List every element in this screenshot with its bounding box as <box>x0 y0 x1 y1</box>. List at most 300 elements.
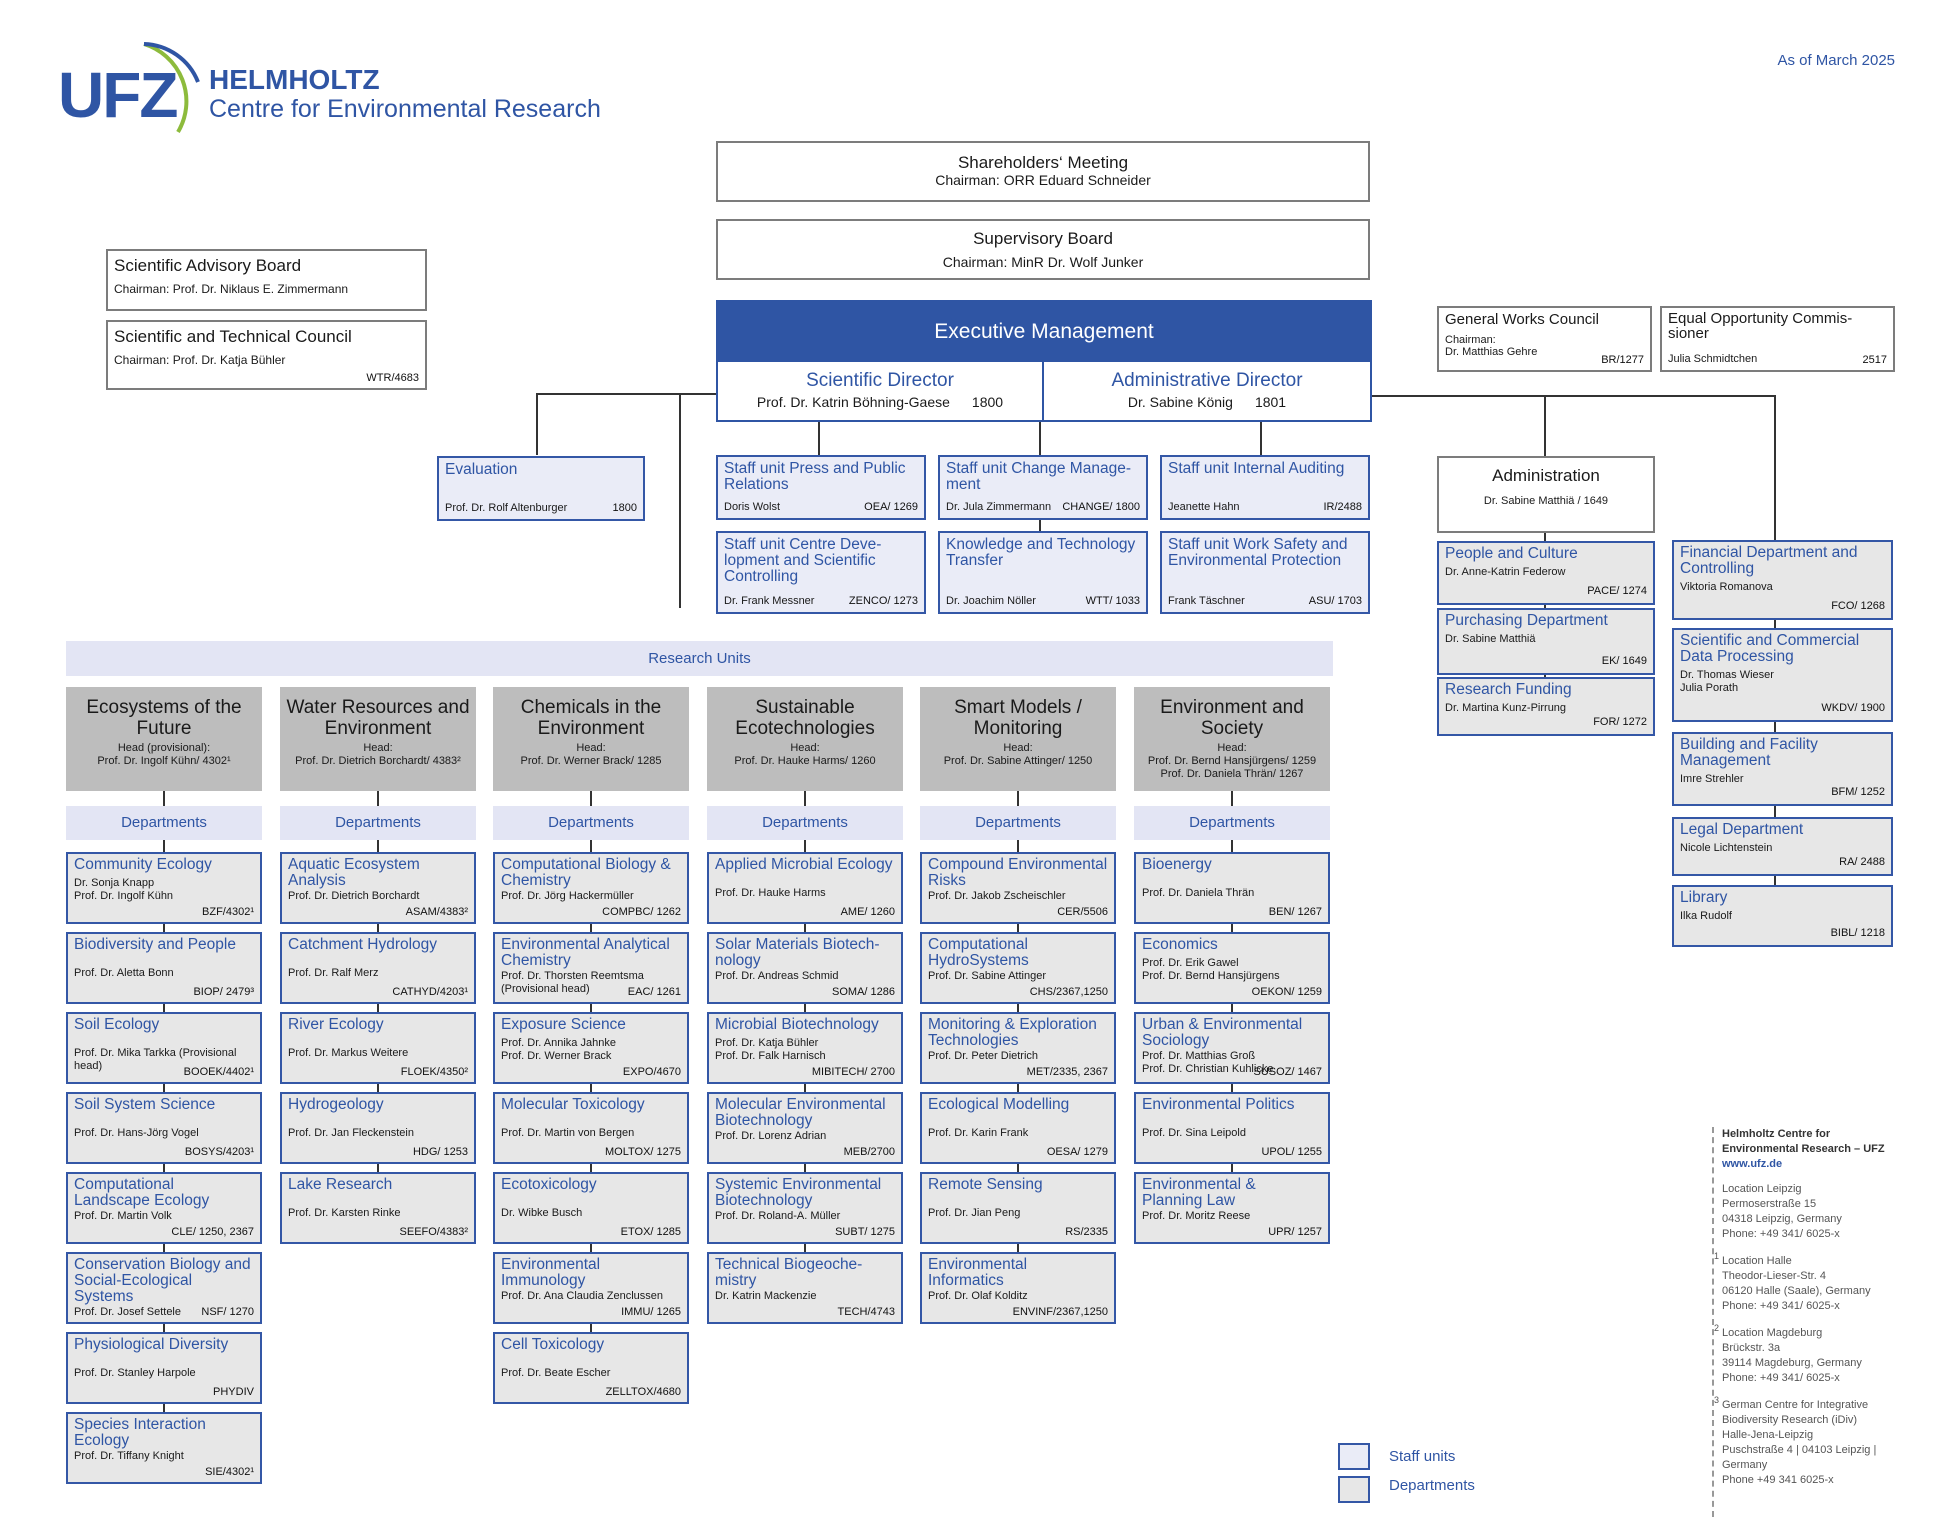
department-box <box>707 1012 903 1084</box>
admin-department-code: BIBL/ 1218 <box>1830 927 1885 939</box>
department-names <box>501 1207 681 1220</box>
staff-unit-box <box>1160 455 1370 520</box>
department-box <box>280 932 476 1004</box>
department-title: Aquatic Ecosystem <box>288 856 420 873</box>
department-names <box>715 1210 895 1223</box>
department-title: Monitoring & Exploration <box>928 1016 1097 1033</box>
department-title: Conservation Biology and <box>74 1256 251 1273</box>
department-names <box>501 1037 681 1063</box>
unit-title: Society <box>1200 718 1264 739</box>
department-names <box>1142 1210 1322 1223</box>
unit-head-name: Prof. Dr. Ingolf Kühn/ 4302¹ <box>97 755 231 767</box>
admin-department-name: Julia Porath <box>1680 682 1739 694</box>
department-names <box>501 1367 681 1380</box>
department-names <box>928 1290 1108 1303</box>
staff-unit-title: Environmental Protection <box>1168 552 1342 569</box>
admin-department-code: WKDV/ 1900 <box>1821 702 1885 714</box>
unit-head-name: Prof. Dr. Werner Brack/ 1285 <box>520 755 662 767</box>
ufz-logo <box>58 32 208 140</box>
staff-unit-name: Jeanette Hahn <box>1168 501 1240 513</box>
department-title: Computational Biology & <box>501 856 671 873</box>
legend-departments-swatch <box>1338 1476 1370 1503</box>
department-box <box>707 852 903 924</box>
department-code: CHS/2367,1250 <box>1029 986 1108 998</box>
staff-unit-name: Frank Täschner <box>1168 595 1245 607</box>
department-code: IMMU/ 1265 <box>621 1306 681 1318</box>
department-names <box>74 1450 254 1463</box>
department-names <box>501 1127 681 1140</box>
address-block <box>1714 1127 1922 1488</box>
department-code: SUBT/ 1275 <box>835 1226 895 1238</box>
department-title: Molecular Toxicology <box>501 1096 645 1113</box>
department-code: BEN/ 1267 <box>1268 906 1322 918</box>
department-names <box>715 1037 895 1063</box>
staff-unit-box <box>716 455 926 520</box>
department-names <box>928 1207 1108 1220</box>
department-box <box>493 932 689 1004</box>
admin-department-box <box>1672 540 1893 620</box>
administration-name: Dr. Sabine Matthiä / 1649 <box>1483 495 1609 507</box>
admin-department-code: RA/ 2488 <box>1839 856 1885 868</box>
department-box <box>707 1252 903 1324</box>
department-code: ENVINF/2367,1250 <box>1012 1306 1108 1318</box>
department-code: EAC/ 1261 <box>627 986 681 998</box>
department-title: Solar Materials Biotech- <box>715 936 880 953</box>
legend-departments-label: Departments <box>1389 1477 1475 1494</box>
staff-unit-title: Knowledge and Technology <box>946 536 1136 553</box>
evaluation-title: Evaluation <box>445 461 518 478</box>
works-council-name: Dr. Matthias Gehre <box>1445 346 1538 358</box>
admin-department-name: Viktoria Romanova <box>1680 581 1773 593</box>
department-code: TECH/4743 <box>837 1306 895 1318</box>
department-names <box>1142 1127 1322 1140</box>
admin-department-code: FCO/ 1268 <box>1831 600 1885 612</box>
staff-unit-title: Staff unit Centre Deve- <box>724 536 882 553</box>
department-title: Compound Environmental <box>928 856 1108 873</box>
department-title: Cell Toxicology <box>501 1336 605 1353</box>
staff-unit-name: Doris Wolst <box>724 501 781 513</box>
department-head-name: Dr. Wibke Busch <box>501 1207 583 1219</box>
department-head-name: Prof. Dr. Bernd Hansjürgens <box>1142 970 1280 982</box>
address-line: Phone +49 341 6025-x <box>1722 1474 1834 1486</box>
staff-unit-code: ASU/ 1703 <box>1308 595 1362 607</box>
department-head-name: Prof. Dr. Sabine Attinger <box>928 970 1047 982</box>
unit-head-label: Head: <box>1003 742 1033 754</box>
admin-department-box <box>1672 628 1893 722</box>
department-box <box>66 1412 262 1484</box>
department-code: EXPO/4670 <box>622 1066 681 1078</box>
department-title: Risks <box>928 872 966 889</box>
department-title: Environmental <box>928 1256 1028 1273</box>
department-box <box>707 932 903 1004</box>
department-names <box>715 887 895 900</box>
department-title: Exposure Science <box>501 1016 626 1033</box>
department-head-name: Prof. Dr. Annika Jahnke <box>501 1037 616 1049</box>
equal-opportunity-box <box>1660 306 1895 372</box>
equal-opportunity-title: Equal Opportunity Commis- <box>1668 310 1853 327</box>
address-line: Permoserstraße 15 <box>1722 1198 1817 1210</box>
department-code: BOSYS/4203¹ <box>184 1146 254 1158</box>
research-units-banner: Research Units <box>66 641 1333 676</box>
address-line: German Centre for Integrative <box>1722 1399 1869 1411</box>
address-line: 06120 Halle (Saale), Germany <box>1722 1285 1871 1297</box>
department-title: Chemistry <box>501 872 571 889</box>
department-head-name: Dr. Katrin Mackenzie <box>715 1290 817 1302</box>
department-head-name: Prof. Dr. Stanley Harpole <box>74 1367 196 1379</box>
unit-title: Water Resources and <box>286 697 470 718</box>
department-title: Analysis <box>288 872 346 889</box>
department-box <box>280 1092 476 1164</box>
department-title: Lake Research <box>288 1176 393 1193</box>
unit-head <box>920 687 1116 791</box>
staff-unit-code: IR/2488 <box>1323 501 1362 513</box>
shareholders-chair: Chairman: ORR Eduard Schneider <box>935 172 1151 188</box>
unit-title: Sustainable <box>755 697 855 718</box>
council-chair: Chairman: Prof. Dr. Katja Bühler <box>114 353 286 367</box>
department-names <box>74 1210 254 1223</box>
department-title: Biotechnology <box>715 1192 813 1209</box>
department-head-name: Prof. Dr. Tiffany Knight <box>74 1450 184 1462</box>
admin-department-box <box>1672 817 1893 876</box>
council-box <box>106 320 427 390</box>
staff-unit-title: Transfer <box>946 552 1004 569</box>
address-line: Puschstraße 4 | 04103 Leipzig | <box>1722 1444 1877 1456</box>
department-title: Ecological Modelling <box>928 1096 1070 1113</box>
supervisory-box <box>716 219 1370 280</box>
evaluation-name: Prof. Dr. Rolf Altenburger <box>445 502 568 514</box>
admin-department-title: Building and Facility <box>1680 736 1818 753</box>
department-title: Sociology <box>1142 1032 1210 1049</box>
advisory-box <box>106 249 427 311</box>
staff-unit-box <box>1160 531 1370 614</box>
department-title: Immunology <box>501 1272 586 1289</box>
department-title: River Ecology <box>288 1016 384 1033</box>
department-head-name: Prof. Dr. Werner Brack <box>501 1050 612 1062</box>
department-title: Bioenergy <box>1142 856 1212 873</box>
department-title: Computational <box>74 1176 174 1193</box>
unit-head-name: Prof. Dr. Bernd Hansjürgens/ 1259 <box>1147 755 1317 767</box>
department-head-name: Prof. Dr. Erik Gawel <box>1142 957 1239 969</box>
administrative-director <box>1044 362 1370 420</box>
department-head-name: Prof. Dr. Martin Volk <box>74 1210 172 1222</box>
admin-department-title: Research Funding <box>1445 681 1572 698</box>
department-box <box>920 1012 1116 1084</box>
unit-head-name: Prof. Dr. Daniela Thrän/ 1267 <box>1160 768 1304 780</box>
department-head-name: Prof. Dr. Jakob Zscheischler <box>928 890 1066 902</box>
address-halle-sup: 1 <box>1714 1251 1720 1261</box>
admin-department-title: Purchasing Department <box>1445 612 1608 629</box>
scientific-director <box>718 362 1044 420</box>
department-title: Ecology <box>74 1432 130 1449</box>
department-code: MIBITECH/ 2700 <box>811 1066 895 1078</box>
department-box <box>280 1012 476 1084</box>
administrative-director-name: Dr. Sabine König <box>1127 394 1233 410</box>
department-title: Physiological Diversity <box>74 1336 229 1353</box>
unit-head <box>66 687 262 791</box>
address-line: Phone: +49 341/ 6025-x <box>1722 1300 1840 1312</box>
scientific-director-code: 1800 <box>971 394 1004 410</box>
department-title: Technical Biogeoche- <box>715 1256 863 1273</box>
administrative-director-title: Administrative Director <box>1111 370 1303 391</box>
department-head-name: Prof. Dr. Lorenz Adrian <box>715 1130 827 1142</box>
department-title: Ecotoxicology <box>501 1176 597 1193</box>
admin-department-box <box>1437 541 1655 605</box>
address-web-link[interactable]: www.ufz.de <box>1722 1158 1783 1170</box>
admin-department-code: EK/ 1649 <box>1601 655 1647 667</box>
admin-department-box <box>1437 608 1655 675</box>
department-head-name: Prof. Dr. Ana Claudia Zenclussen <box>501 1290 664 1302</box>
departments-label: Departments <box>493 806 689 840</box>
department-code: ASAM/4383² <box>405 906 468 918</box>
council-title: Scientific and Technical Council <box>114 327 352 346</box>
department-head-name: Prof. Dr. Dietrich Borchardt <box>288 890 420 902</box>
department-box <box>920 932 1116 1004</box>
department-code: SOMA/ 1286 <box>832 986 895 998</box>
staff-unit-title: Controlling <box>724 568 799 585</box>
department-box <box>493 1252 689 1324</box>
department-names <box>288 890 468 903</box>
address-line: Phone: +49 341/ 6025-x <box>1722 1372 1840 1384</box>
department-box <box>280 852 476 924</box>
admin-department-name: Imre Strehler <box>1680 773 1744 785</box>
supervisory-chair: Chairman: MinR Dr. Wolf Junker <box>942 254 1144 270</box>
unit-title: Chemicals in the <box>520 697 662 718</box>
department-names <box>501 890 681 903</box>
department-title: Chemistry <box>501 952 571 969</box>
department-title: mistry <box>715 1272 757 1289</box>
department-box <box>707 1172 903 1244</box>
department-box <box>66 932 262 1004</box>
address-leipzig <box>1722 1182 1922 1242</box>
department-title: Biotechnology <box>715 1112 813 1129</box>
legend-staff-label: Staff units <box>1389 1448 1456 1465</box>
department-title: HydroSystems <box>928 952 1029 969</box>
department-head-name: Prof. Dr. Ralf Merz <box>288 967 379 979</box>
unit-head-name: Prof. Dr. Dietrich Borchardt/ 4383² <box>295 755 461 767</box>
advisory-title: Scientific Advisory Board <box>114 256 302 275</box>
department-code: RS/2335 <box>1065 1226 1108 1238</box>
admin-department-name: Dr. Thomas Wieser <box>1680 669 1774 681</box>
address-divider <box>1712 1127 1714 1517</box>
address-line: Theodor-Lieser-Str. 4 <box>1722 1270 1826 1282</box>
address-line: Germany <box>1722 1459 1768 1471</box>
staff-unit-name: Dr. Jula Zimmermann <box>946 501 1052 513</box>
department-box <box>920 1252 1116 1324</box>
department-box <box>920 1092 1116 1164</box>
unit-title: Monitoring <box>973 718 1063 739</box>
department-code: ETOX/ 1285 <box>620 1226 681 1238</box>
department-box <box>920 852 1116 924</box>
department-names <box>74 1127 254 1140</box>
address-org-1: Helmholtz Centre for <box>1722 1128 1831 1140</box>
department-code: BZF/4302¹ <box>202 906 254 918</box>
as-of-date: As of March 2025 <box>1777 52 1895 69</box>
department-box <box>707 1092 903 1164</box>
department-head-name: Prof. Dr. Moritz Reese <box>1142 1210 1251 1222</box>
department-title: Catchment Hydrology <box>288 936 438 953</box>
unit-head <box>280 687 476 791</box>
department-code: SIE/4302¹ <box>205 1466 254 1478</box>
department-head-name: Prof. Dr. Josef Settele <box>74 1306 181 1318</box>
department-head-name: Prof. Dr. Beate Escher <box>501 1367 611 1379</box>
department-box <box>66 1092 262 1164</box>
unit-head-label: Head: <box>1217 742 1247 754</box>
department-code: NSF/ 1270 <box>201 1306 254 1318</box>
department-title: Remote Sensing <box>928 1176 1043 1193</box>
staff-unit-title: Staff unit Change Manage- <box>946 460 1131 477</box>
unit-head-name: Prof. Dr. Hauke Harms/ 1260 <box>734 755 876 767</box>
administration-title: Administration <box>1492 466 1600 485</box>
department-head-name: Prof. Dr. Peter Dietrich <box>928 1050 1039 1062</box>
department-head-name: Prof. Dr. Martin von Bergen <box>501 1127 635 1139</box>
address-line: 39114 Magdeburg, Germany <box>1722 1357 1862 1369</box>
department-title: Planning Law <box>1142 1192 1236 1209</box>
staff-unit-title: Relations <box>724 476 789 493</box>
works-council-code: BR/1277 <box>1601 354 1644 366</box>
department-code: FLOEK/4350² <box>400 1066 468 1078</box>
admin-department-code: FOR/ 1272 <box>1593 716 1647 728</box>
address-line: 04318 Leipzig, Germany <box>1722 1213 1842 1225</box>
staff-unit-name: Dr. Joachim Nöller <box>946 595 1036 607</box>
address-magdeburg-sup: 2 <box>1714 1323 1720 1333</box>
staff-unit-title: Staff unit Internal Auditing <box>1168 460 1345 477</box>
department-title: Economics <box>1142 936 1218 953</box>
department-code: PHYDIV <box>213 1386 254 1398</box>
equal-opportunity-code: 2517 <box>1862 354 1887 366</box>
unit-title: Environment <box>537 718 645 739</box>
department-head-name: Prof. Dr. Markus Weitere <box>288 1047 409 1059</box>
department-head-name: Prof. Dr. Falk Harnisch <box>715 1050 826 1062</box>
department-names <box>501 1290 681 1303</box>
department-head-name: Prof. Dr. Aletta Bonn <box>74 967 174 979</box>
department-code: COMPBC/ 1262 <box>602 906 681 918</box>
department-head-name: (Provisional head) <box>501 983 590 995</box>
staff-unit-code: CHANGE/ 1800 <box>1062 501 1140 513</box>
unit-head <box>1134 687 1330 791</box>
admin-department-title: Library <box>1680 889 1728 906</box>
department-head-name: Prof. Dr. Olaf Kolditz <box>928 1290 1028 1302</box>
equal-opportunity-name: Julia Schmidtchen <box>1668 353 1758 365</box>
department-names <box>715 1130 895 1143</box>
logo-subtitle: Centre for Environmental Research <box>209 95 601 123</box>
department-head-name: Prof. Dr. Katja Bühler <box>715 1037 819 1049</box>
department-title: Soil System Science <box>74 1096 216 1113</box>
department-box <box>493 1092 689 1164</box>
works-council-title: General Works Council <box>1445 311 1599 328</box>
department-head-name: Prof. Dr. Hauke Harms <box>715 887 826 899</box>
staff-unit-title: lopment and Scientific <box>724 552 876 569</box>
department-box <box>493 852 689 924</box>
address-line: Biodiversity Research (iDiv) <box>1722 1414 1858 1426</box>
works-council-sub: Chairman: <box>1445 334 1496 346</box>
department-head-name: Dr. Sonja Knapp <box>74 877 155 889</box>
department-title: Environmental & <box>1142 1176 1256 1193</box>
department-title: Applied Microbial Ecology <box>715 856 893 873</box>
staff-unit-box <box>938 531 1148 614</box>
department-head-name: Prof. Dr. Hans-Jörg Vogel <box>74 1127 199 1139</box>
department-code: MEB/2700 <box>843 1146 895 1158</box>
department-title: Soil Ecology <box>74 1016 160 1033</box>
shareholders-title: Shareholders‘ Meeting <box>957 153 1129 172</box>
department-code: UPR/ 1257 <box>1268 1226 1322 1238</box>
department-names <box>74 967 254 980</box>
admin-department-code: PACE/ 1274 <box>1587 585 1647 597</box>
address-idiv-sup: 3 <box>1714 1395 1720 1405</box>
department-code: BOOEK/4402¹ <box>183 1066 254 1078</box>
department-code: CER/5506 <box>1057 906 1108 918</box>
department-title: nology <box>715 952 761 969</box>
department-names <box>715 1290 895 1303</box>
address-line: Location Magdeburg <box>1722 1327 1823 1339</box>
address-line: Phone: +49 341/ 6025-x <box>1722 1228 1840 1240</box>
executive-management <box>716 300 1372 422</box>
department-box <box>66 1252 262 1324</box>
department-code: CLE/ 1250, 2367 <box>171 1226 254 1238</box>
department-code: SEEFO/4383² <box>399 1226 468 1238</box>
council-code: WTR/4683 <box>366 372 419 384</box>
department-title: Environmental <box>501 1256 601 1273</box>
staff-unit-title: Staff unit Press and Public <box>724 460 906 477</box>
department-names <box>928 890 1108 903</box>
admin-department-title: People and Culture <box>1445 545 1578 562</box>
department-box <box>66 1012 262 1084</box>
unit-title: Ecosystems of the <box>86 697 242 718</box>
legend-staff-swatch <box>1338 1443 1370 1470</box>
department-box <box>493 1172 689 1244</box>
department-title: Social-Ecological Systems <box>74 1272 193 1305</box>
unit-head-label: Head (provisional): <box>117 742 211 754</box>
scientific-director-name: Prof. Dr. Katrin Böhning-Gaese <box>756 394 950 410</box>
admin-department-title: Legal Department <box>1680 821 1804 838</box>
admin-department-name: Nicole Lichtenstein <box>1680 842 1773 854</box>
department-box <box>1134 1092 1330 1164</box>
department-names <box>928 970 1108 983</box>
admin-department-name: Dr. Martina Kunz-Pirrung <box>1445 702 1567 714</box>
department-title: Microbial Biotechnology <box>715 1016 879 1033</box>
department-box <box>1134 852 1330 924</box>
department-head-name: Prof. Dr. Daniela Thrän <box>1142 887 1255 899</box>
department-head-name: Prof. Dr. Jörg Hackermüller <box>501 890 634 902</box>
department-box <box>66 1172 262 1244</box>
address-idiv <box>1714 1395 1922 1488</box>
department-names <box>288 967 468 980</box>
scientific-director-title: Scientific Director <box>806 370 954 391</box>
department-names <box>928 1127 1108 1140</box>
department-head-name: Prof. Dr. Ingolf Kühn <box>74 890 174 902</box>
administration-box <box>1437 456 1655 533</box>
address-line: Location Leipzig <box>1722 1183 1802 1195</box>
department-head-name: Prof. Dr. Karsten Rinke <box>288 1207 401 1219</box>
department-head-name: Prof. Dr. Sina Leipold <box>1142 1127 1246 1139</box>
staff-unit-box <box>938 455 1148 520</box>
unit-head-name: Prof. Dr. Sabine Attinger/ 1250 <box>943 755 1093 767</box>
department-head-name: Prof. Dr. Matthias Groß <box>1142 1050 1256 1062</box>
department-title: Systemic Environmental <box>715 1176 882 1193</box>
department-code: UPOL/ 1255 <box>1261 1146 1322 1158</box>
department-head-name: Prof. Dr. Andreas Schmid <box>715 970 839 982</box>
department-names <box>74 1367 254 1380</box>
department-box <box>920 1172 1116 1244</box>
staff-unit-code: ZENCO/ 1273 <box>848 595 918 607</box>
admin-department-code: BFM/ 1252 <box>1831 786 1885 798</box>
department-names <box>928 1050 1108 1063</box>
department-head-name: Prof. Dr. Thorsten Reemtsma <box>501 970 644 982</box>
department-head-name: Prof. Dr. Mika Tarkka (Provisional head) <box>74 1047 237 1072</box>
department-title: Community Ecology <box>74 856 212 873</box>
admin-department-title: Controlling <box>1680 560 1755 577</box>
departments-label: Departments <box>66 806 262 840</box>
department-title: Hydrogeology <box>288 1096 384 1113</box>
